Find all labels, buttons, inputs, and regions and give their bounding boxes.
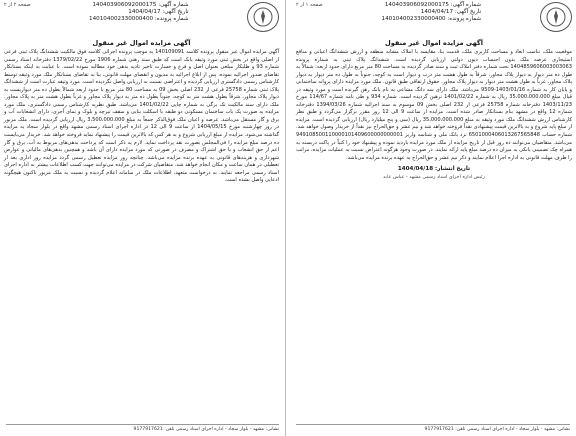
page-right [290, 0, 576, 436]
emblem-icon [247, 2, 279, 32]
notice-meta [89, 2, 189, 24]
footer-divider [6, 424, 279, 425]
footer-address: نشانی: مشهد - بلوار سجاد - اداره اجرای اسناد رسمی تلفن: 9177917621 [424, 427, 570, 432]
case-number: شماره پرونده: 140104002330000400 [381, 16, 482, 23]
signature: رئیس اداره اجرای اسناد رسمی مشهد - عباس عابد [383, 175, 485, 181]
case-number: شماره پرونده: 140104002330000400 [89, 16, 189, 23]
notice-number: شماره آگهی: 140403906092000175 [92, 2, 189, 8]
publish-date: تاریخ انتشار: 1404/04/18 [397, 166, 471, 173]
notice-number: شماره آگهی: 140403906092000175 [384, 2, 482, 8]
notice-date: تاریخ آگهی: 1404/04/17 [128, 9, 189, 16]
footer [296, 424, 570, 432]
notice-body: آگهی مزایده اموال غیر منقول پرونده کلاسه 140109091 به موجب پرونده اجرائی کلاسه فوق مالکیت ششدانگ پلاک ثبتی فرعی از اصلی واقع در بخش ثبتی مورد وثیقه بانک است که طبق سند رهنی شماره 1906 مورخ 1379/02/22 دفترخانه اسناد رسمی شماره 93 و طلبکار مبلغی بعنوان اصل و فرع و خسارت تاخیر تادیه بدهی خود مطالبه نموده است. با عنایت به اینکه بستانکار تقاضای صدور اجرائیه نموده، پس از ابلاغ اجرائیه به مدیون و انقضای مهلت قانونی، بنا به تقاضای بستانکار ملک مورد وثیقه توسط کارشناس رسمی دادگستری ارزیابی گردیده و اعتراضی نسبت به ارزیابی واصل نگردیده است. مورد وثیقه عبارت است از ششدانگ پلاک ثبتی شماره 25758 فرعی از 232 اصلی بخش 09 به مساحت 80 متر مربع با حدود اربعه شمالاً بطول ده متر دیواریست به دیوار پلاک مجاور، شرقاً بطول هشت متر به کوچه، جنوباً بطول ده متر به دیوار پلاک مجاور و غرباً بطول هشت متر به پلاک مجاور. ملک دارای سند مالکیت تک برگی به شماره چاپی 1401/02/22 می‌باشد. طبق نظریه کارشناس رسمی دادگستری، ملک مورد مزایده به صورت یک باب ساختمان مسکونی دو طبقه با اسکلت بنایی و سقف تیرچه و بلوک و نمای آجری، دارای انشعابات آب و برق و گاز مستقل می‌باشد. عرصه و اعیان ملک فوق‌الذکر جمعاً به مبلغ 3،500،000،000 ریال ارزیابی گردیده است. ملک مزبور در روز چهارشنبه مورخ 1404/05/15 از ساعت 9 الی 12 در اداره اجرای اسناد رسمی مشهد واقع در بلوار سجاد به مزایده گذاشته می‌شود. مزایده از مبلغ ارزیابی شروع و به هر کس که بالاترین قیمت را پیشنهاد نماید فروخته خواهد شد. خریدار می‌بایست ده درصد مبلغ مزایده را فی‌المجلس بصورت نقد پرداخت نماید. لازم به ذکر است که پرداخت بدهی‌های مربوط به آب، برق و گاز اعم از حق انشعاب و یا حق اشتراک و مصرف در صورتی که مورد مزایده دارای آن باشد و همچنین بدهی‌های مالیاتی و عوارض شهرداری و هزینه‌های قانونی به عهده برنده مزایده می‌باشد. چنانچه روز مزایده تعطیل رسمی گردد مزایده روز اداری بعد از تعطیلی در همان ساعت و مکان انجام خواهد شد. متقاضیان شرکت در مزایده می‌توانند جهت کسب اطلاعات بیشتر به اداره اجرای اسناد رسمی مراجعه نمایند. به درخواست متعهد، اطلاعات ملک در سامانه اعلام گردیده و نسبت به ملک مزبور تاکنون هیچگونه ادعایی واصل نشده است. [4, 49, 280, 184]
footer-divider [296, 424, 570, 425]
notice-body: موقعیت ملک، تناسب ابعاد و مساحت کاربری ملک، قدمت بنا، مقایسه با املاک مشابه منطقه و ارزش ششدانگ اعیانی و منافع استیجاری عرصه ملک بدون احتساب دیون دولتی ارزیابی گردیده است. ششدانگ پلاک ثبتی به شماره پرونده 1404859606003003063 تحت شماره دفتر املاک ثبت و سند صادر گردیده به مساحت 80 متر مربع دارای حدود اربعه: شمالاً به طول ده متر دیوار به دیوار پلاک مجاور، شرقاً به طول هشت متر درب و دیوار است به کوچه، جنوباً به طول ده متر دیوار به دیوار پلاک مجاور، غرباً به طول هشت متر دیوار به دیوار پلاک مجاور. حقوق ارتفاقی طبق قانون. ملک مورد مزایده دارای پروانه ساختمانی و پایان کار به شماره 1403/01/16-9509 می‌باشد. ملک دارای سه دانگ مشاعی به نام بانک رهن گیرنده است و مورد وثیقه در قبال مبلغ 35،000،000،000 ریال به شماره 1401/02/22 ترهین گردیده است. شماره 934 و طی نامه شماره 114/67 مورخ 1403/11/23 دفترخانه شماره 25758 فرعی از 232 اصلی بخش 09 موسوم به سند اجرائیه شماره 1394/03/26 دفترخانه شماره 12 واقع در مشهد بنام بستانکار صادر شده است. مزایده از ساعت 9 الی 12 روز مقرر برگزار می‌گردد و طبق نظر کارشناس ارزش ششدانگ ملک مورد وثیقه به مبلغ 35،000،000،000 ریال (سی و پنج میلیارد ریال) ارزیابی گردیده است. مزایده از مبلغ پایه شروع و به بالاترین قیمت پیشنهادی نقداً فروخته خواهد شد و نیم عشر و حق‌الحراج نیز نقداً از خریدار وصول خواهد شد. شماره حساب 6501000406013267565848 نزد بانک ملی و شناسه واریز 949108500110000101409600000000001 می‌باشد. متقاضیان می‌توانند ده روز قبل از تاریخ مزایده از ملک مورد مزایده بازدید نموده و پیشنهاد خود را کتباً در پاکت دربسته به همراه چک تضمینی بانکی به میزان ده درصد مبلغ پایه ارائه نمایند. در صورت وجود هرگونه اعتراض نسبت به عملیات مزایده، مراتب را ظرف مهلت قانونی به اداره اجرا اعلام نمایند و ذکر نیم عشر و حق‌الحراج به عهده برنده مزایده می‌باشد. [296, 49, 573, 161]
footer [6, 424, 279, 432]
notice-title: آگهی مزایده اموال غیر منقول [384, 39, 484, 47]
page-left [0, 0, 286, 436]
notice-meta [382, 2, 482, 24]
page-number: صفحه ۲ از ۲ [4, 2, 31, 8]
emblem-icon [540, 2, 572, 32]
header-right [296, 2, 572, 36]
page-number: صفحه ۱ از ۲ [296, 2, 323, 8]
notice-title: آگهی مزایده اموال غیر منقول [92, 39, 191, 47]
notice-date: تاریخ آگهی: 1404/04/17 [420, 9, 482, 16]
footer-address: نشانی: مشهد - بلوار سجاد - اداره اجرای اسناد رسمی تلفن: 9177917621 [133, 427, 279, 432]
header-left [4, 2, 279, 36]
